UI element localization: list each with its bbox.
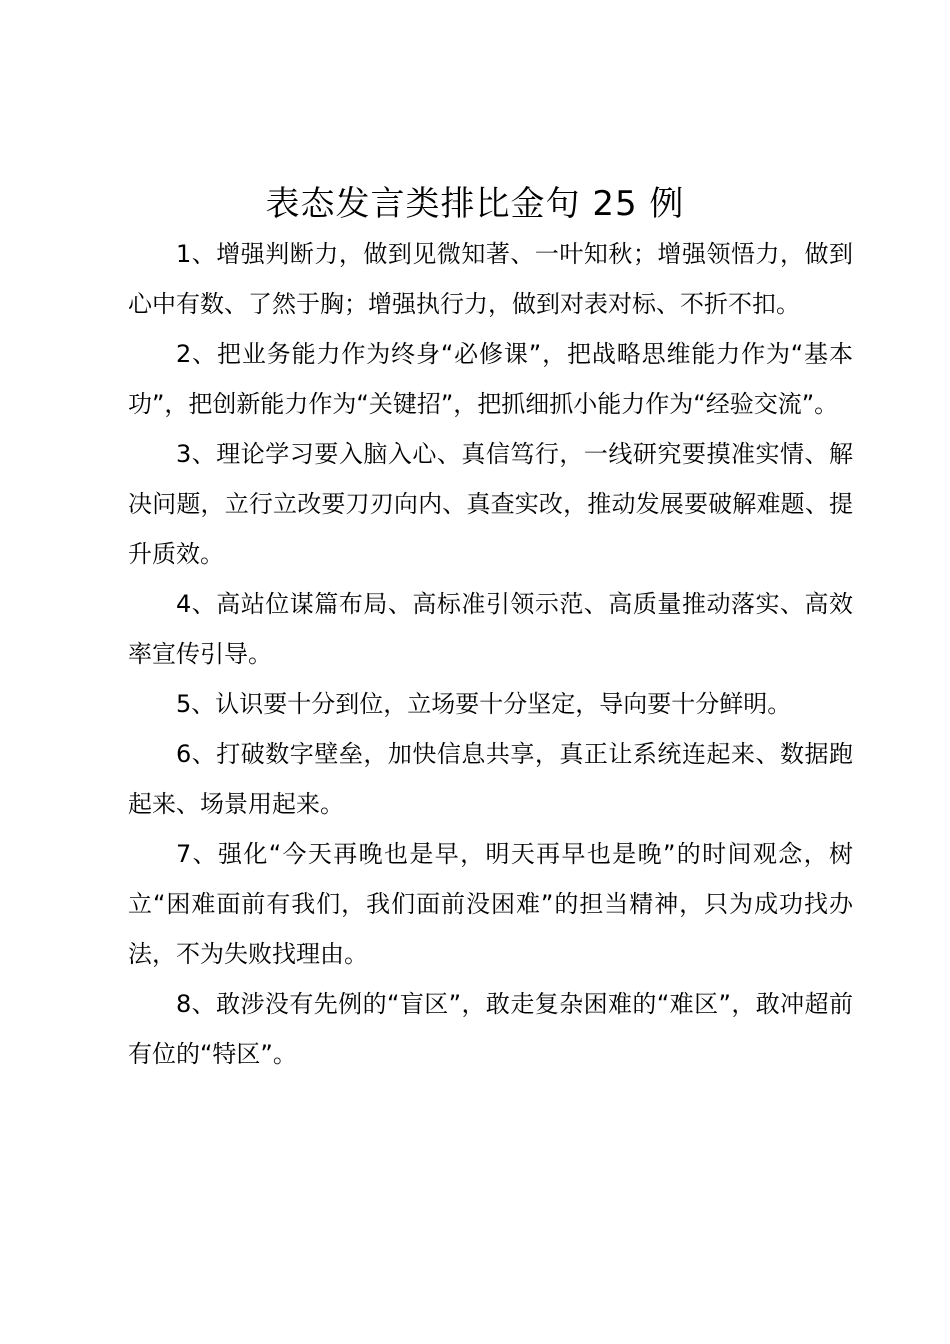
paragraph-3: 3、理论学习要入脑入心、真信笃行，一线研究要摸准实情、解决问题，立行立改要刀刃向内、真查实改，推动发展要破解难题、提升质效。 xyxy=(128,440,853,568)
document-title: 表态发言类排比金句 25 例 xyxy=(265,184,685,224)
paragraph-6: 6、打破数字壁垒，加快信息共享，真正让系统连起来、数据跑起来、场景用起来。 xyxy=(128,740,853,818)
paragraph-7: 7、强化“今天再晚也是早，明天再早也是晚”的时间观念，树立“困难面前有我们，我们面前没困难”的担当精神，只为成功找办法，不为失败找理由。 xyxy=(128,840,853,968)
paragraph-8: 8、敢涉没有先例的“盲区”，敢走复杂困难的“难区”，敢冲超前有位的“特区”。 xyxy=(128,990,853,1068)
paragraph-4: 4、高站位谋篇布局、高标准引领示范、高质量推动落实、高效率宣传引导。 xyxy=(128,590,853,668)
paragraph-2: 2、把业务能力作为终身“必修课”，把战略思维能力作为“基本功”，把创新能力作为“关键招”，把抓细抓小能力作为“经验交流”。 xyxy=(128,340,853,418)
paragraph-1: 1、增强判断力，做到见微知著、一叶知秋；增强领悟力，做到心中有数、了然于胸；增强执行力，做到对表对标、不折不扣。 xyxy=(128,240,853,318)
paragraph-5: 5、认识要十分到位，立场要十分坚定，导向要十分鲜明。 xyxy=(176,690,792,718)
document-body xyxy=(128,229,853,1079)
